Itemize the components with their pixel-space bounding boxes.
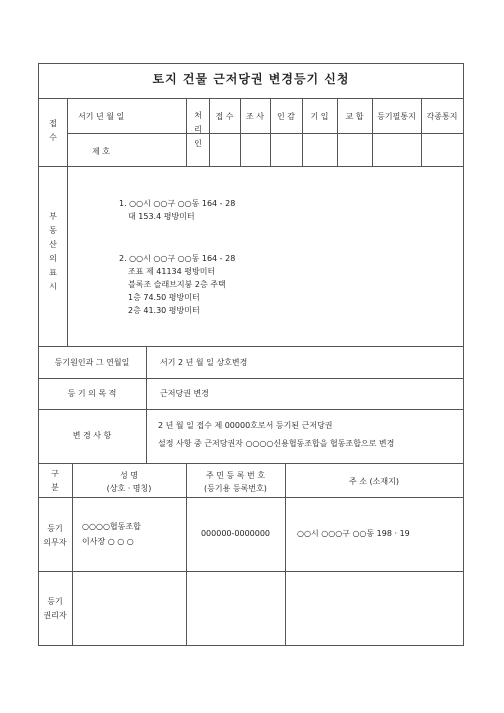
purpose-label: 등 기 의 목 적: [67, 389, 117, 398]
division-label: 구분: [51, 469, 59, 492]
col-entry: 기 입: [310, 112, 329, 121]
cause-value: 서기 2 년 월 일 상호변경: [160, 358, 248, 367]
name-header: 성 명: [120, 471, 138, 480]
reception-date: 서기 년 월 일: [78, 112, 125, 121]
property-line: 2. ○○시 ○○구 ○○동 164 - 28: [119, 254, 236, 263]
change-line: 설정 사항 중 근저당권자 ○○○○신용협동조합을 협동조합으로 변경: [158, 439, 395, 448]
obligor-label: 의무자: [43, 538, 67, 547]
obligor-rep: 이사장 ○ ○ ○: [82, 537, 134, 546]
name-subheader: (상호 · 명칭): [106, 484, 152, 493]
change-label: 변 경 사 항: [72, 431, 112, 440]
obligee-label: 권리자: [43, 611, 67, 620]
property-line: 1. ○○시 ○○구 ○○동 164 - 28: [119, 199, 236, 208]
obligor-label: 등기: [47, 524, 63, 533]
address-header: 주 소 (소재지): [349, 477, 399, 486]
page-title: 토지 건물 근저당권 변경등기 신청: [152, 72, 350, 86]
cause-label: 등기원인과 그 연월일: [54, 358, 130, 367]
regno-subheader: (등기용 등록번호): [204, 484, 267, 493]
col-reception: 접 수: [215, 112, 234, 121]
purpose-value: 근저당권 변경: [160, 389, 209, 398]
col-completion-notice: 등기필통지: [377, 112, 416, 121]
change-line: 2 년 월 일 접수 제 00000호로서 등기된 근저당권: [158, 421, 333, 430]
property-line: 1층 74.50 평방미터: [128, 293, 200, 302]
reception-number: 제 호: [92, 147, 110, 156]
regno-header: 주 민 등 록 번 호: [205, 471, 266, 480]
obligee-label: 등기: [47, 597, 63, 606]
property-line: 조표 제 41134 평방미터: [128, 267, 216, 276]
obligor-regno: 000000-0000000: [200, 529, 271, 538]
col-verify: 교 합: [345, 112, 364, 121]
col-review: 조 사: [246, 112, 264, 121]
processor-label: 처리인: [194, 111, 202, 148]
property-line: 2층 41.30 평방미터: [128, 306, 200, 315]
col-seal: 인 감: [277, 112, 295, 121]
col-various-notice: 각종통지: [426, 112, 458, 121]
obligor-address: ○○시 ○○○구 ○○동 198 · 19: [297, 529, 410, 538]
obligor-name: ○○○○협동조합: [82, 522, 141, 531]
property-label: 부동산의표시: [49, 212, 57, 291]
property-line: 대 153.4 평방미터: [128, 212, 195, 221]
reception-label: 접수: [49, 119, 57, 142]
property-line: 블록조 슬래브지붕 2층 주택: [128, 280, 226, 289]
